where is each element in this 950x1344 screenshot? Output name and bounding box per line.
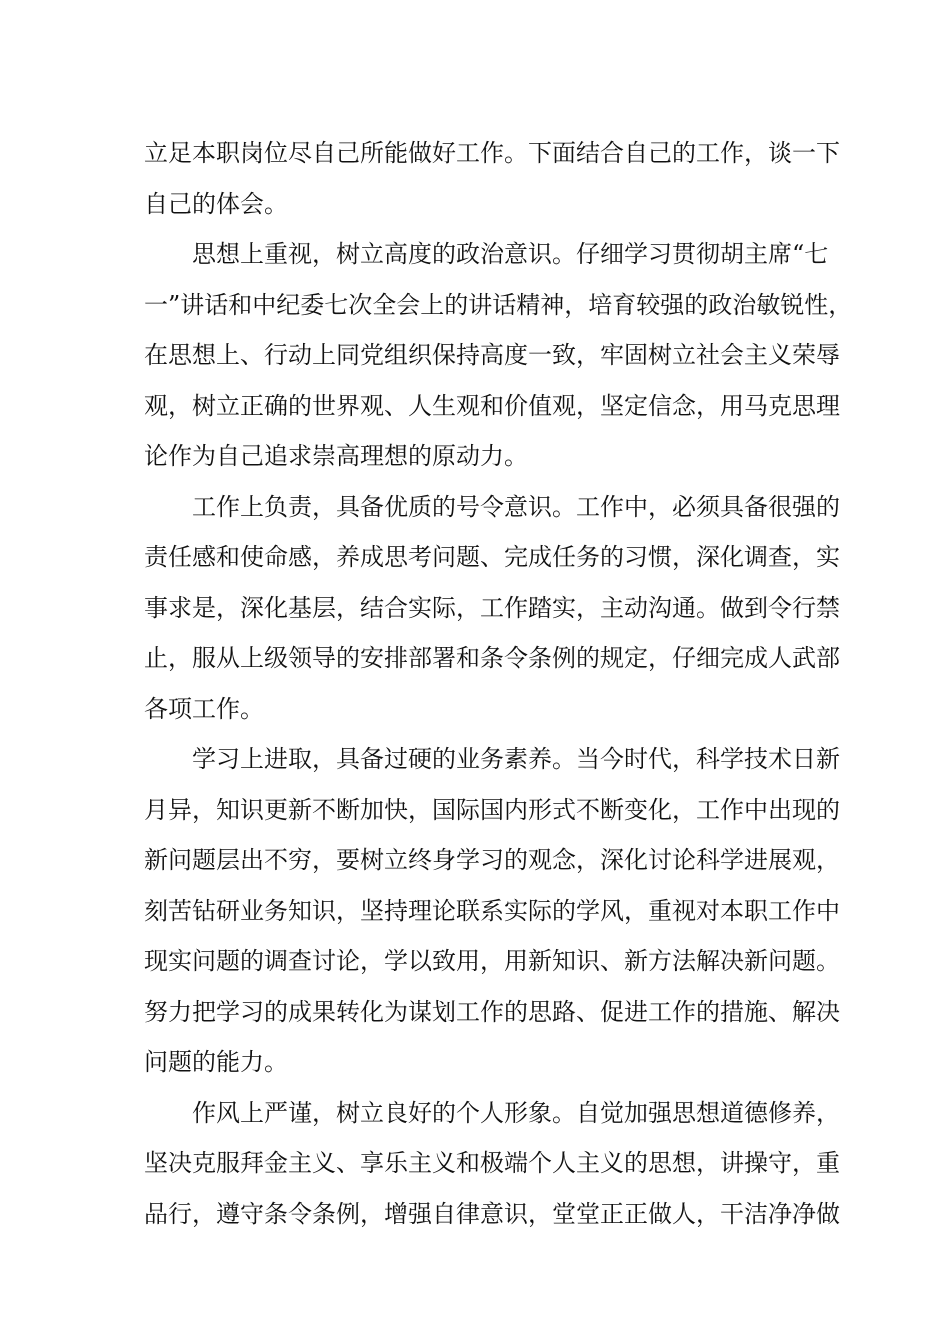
text-line: 止，服从上级领导的安排部署和条令条例的规定，仔细完成人武部	[144, 644, 840, 672]
text-line: 事求是，深化基层，结合实际，工作踏实，主动沟通。做到令行禁	[144, 593, 840, 622]
text-line: 责任感和使命感，养成思考问题、完成任务的习惯，深化调查，实	[144, 543, 840, 571]
text-line: 一”讲话和中纪委七次全会上的讲话精神，培育较强的政治敏锐性，	[144, 290, 853, 319]
text-line: 月异，知识更新不断加快，国际国内形式不断变化，工作中出现的	[144, 795, 840, 824]
text-line: 观，树立正确的世界观、人生观和价值观，坚定信念，用马克思理	[144, 391, 840, 420]
text-line: 问题的能力。	[144, 1048, 288, 1076]
text-line: 思想上重视，树立高度的政治意识。仔细学习贯彻胡主席“七	[192, 240, 829, 268]
body-text	[144, 128, 853, 1239]
text-line: 新问题层出不穷，要树立终身学习的观念，深化讨论科学进展观，	[144, 846, 840, 874]
text-line: 各项工作。	[144, 694, 264, 723]
text-line: 作风上严谨，树立良好的个人形象。自觉加强思想道德修养，	[192, 1098, 840, 1127]
text-line: 论作为自己追求崇高理想的原动力。	[144, 442, 528, 470]
text-line: 工作上负责，具备优质的号令意识。工作中，必须具备很强的	[192, 492, 840, 521]
text-line: 立足本职岗位尽自己所能做好工作。下面结合自己的工作，谈一下	[144, 139, 840, 167]
text-line: 刻苦钻研业务知识，坚持理论联系实际的学风，重视对本职工作中	[144, 896, 840, 925]
text-line: 坚决克服拜金主义、享乐主义和极端个人主义的思想，讲操守，重	[144, 1149, 840, 1177]
text-line: 在思想上、行动上同党组织保持高度一致，牢固树立社会主义荣辱	[144, 341, 840, 369]
text-line: 品行，遵守条令条例，增强自律意识，堂堂正正做人，干洁净净做	[144, 1199, 840, 1228]
text-line: 自己的体会。	[144, 189, 288, 218]
text-line: 现实问题的调查讨论，学以致用，用新知识、新方法解决新问题。	[144, 947, 840, 975]
text-line: 学习上进取，具备过硬的业务素养。当今时代，科学技术日新	[192, 745, 840, 773]
text-line: 努力把学习的成果转化为谋划工作的思路、促进工作的措施、解决	[144, 997, 840, 1026]
